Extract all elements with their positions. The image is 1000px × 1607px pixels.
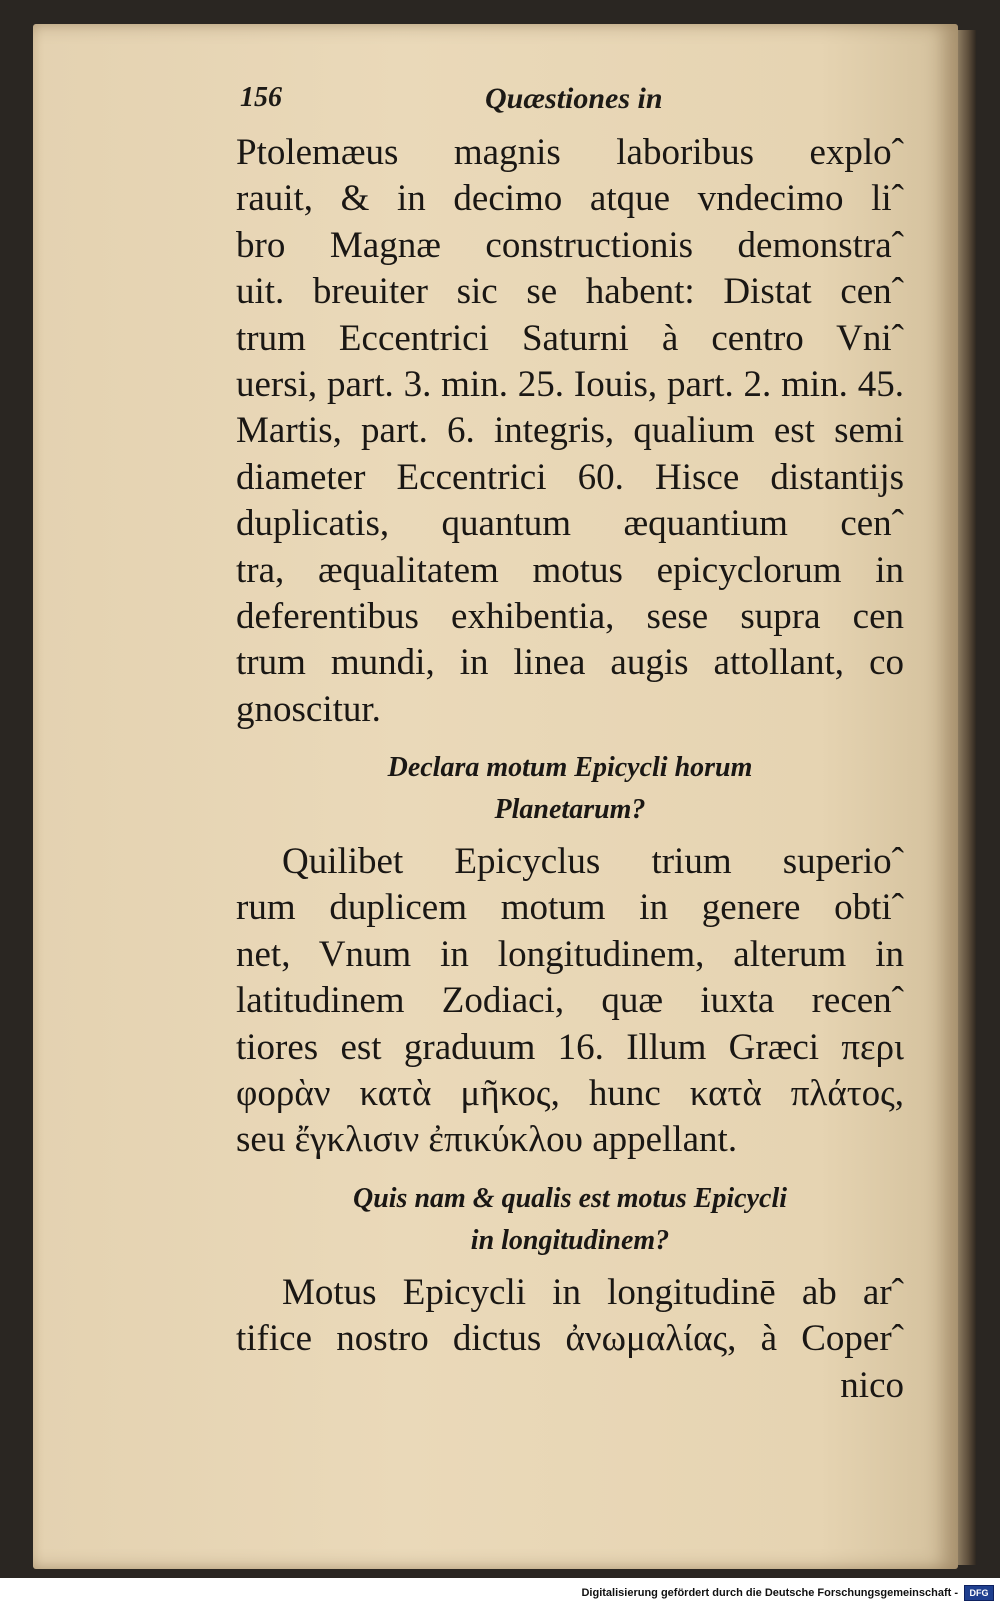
text-line: seu ἔγκλισιν ἐπικύκλου appellant. <box>236 1119 738 1161</box>
digitization-footer <box>0 1578 1000 1607</box>
paragraph-motus <box>236 1270 904 1409</box>
heading-line: in longitudinem? <box>470 1224 670 1256</box>
text-line: bro Magnæ constructionis demonstraˆ <box>236 224 904 266</box>
funding-credit: Digitalisierung gefördert durch die Deutsche Forschungsgemeinschaft - <box>581 1586 958 1599</box>
text-line: net, Vnum in longitudinem, alterum in <box>236 933 904 975</box>
paragraph-quilibet <box>236 839 904 1164</box>
text-line: Quilibet Epicyclus trium superioˆ <box>282 841 904 883</box>
text-line: Ptolemæus magnis laboribus exploˆ <box>236 132 904 173</box>
text-line: gnoscitur. <box>236 688 381 730</box>
running-head: Quæstiones in <box>485 82 663 115</box>
page-body <box>236 130 904 1409</box>
paragraph-ptolemaeus <box>236 130 904 733</box>
section-heading-longitude <box>236 1178 904 1262</box>
section-heading-epicycle-motion <box>236 747 904 831</box>
heading-line: Quis nam & qualis est motus Epicycli <box>352 1182 788 1214</box>
text-line: uersi, part. 3. min. 25. Iouis, part. 2. min. 45. <box>236 363 904 405</box>
text-line: diameter Eccentrici 60. Hisce distantijs <box>236 456 904 498</box>
text-line: duplicatis, quantum æquantium cenˆ <box>236 503 904 545</box>
text-line: tiores est graduum 16. Illum Græci περι <box>236 1026 904 1068</box>
text-line: Motus Epicycli in longitudinē ab arˆ <box>282 1271 904 1313</box>
heading-line: Declara motum Epicycli horum <box>387 752 753 784</box>
text-line: deferentibus exhibentia, sese supra cen <box>236 595 904 637</box>
text-line: latitudinem Zodiaci, quæ iuxta recenˆ <box>236 980 904 1022</box>
text-line: uit. breuiter sic se habent: Distat cenˆ <box>236 271 904 313</box>
catchword: nico <box>840 1364 904 1406</box>
page-number: 156 <box>240 82 282 113</box>
text-line: φορὰν κατὰ μῆκος, hunc κατὰ πλάτος, <box>236 1073 904 1115</box>
text-line: trum Eccentrici Saturni à centro Vniˆ <box>236 317 904 359</box>
book-page-edge <box>958 30 976 1565</box>
text-line: tra, æqualitatem motus epicyclorum in <box>236 549 904 591</box>
text-line: tifice nostro dictus ἀνωμαλίας, à Coperˆ <box>236 1318 904 1360</box>
heading-line: Planetarum? <box>494 794 646 826</box>
text-line: Martis, part. 6. integris, qualium est semi <box>236 410 904 452</box>
text-line: rum duplicem motum in genere obtiˆ <box>236 887 904 929</box>
page-header <box>240 82 900 132</box>
dfg-logo-icon: DFG <box>964 1585 994 1601</box>
text-line: trum mundi, in linea augis attollant, co <box>236 642 904 684</box>
text-line: rauit, & in decimo atque vndecimo liˆ <box>236 178 904 220</box>
